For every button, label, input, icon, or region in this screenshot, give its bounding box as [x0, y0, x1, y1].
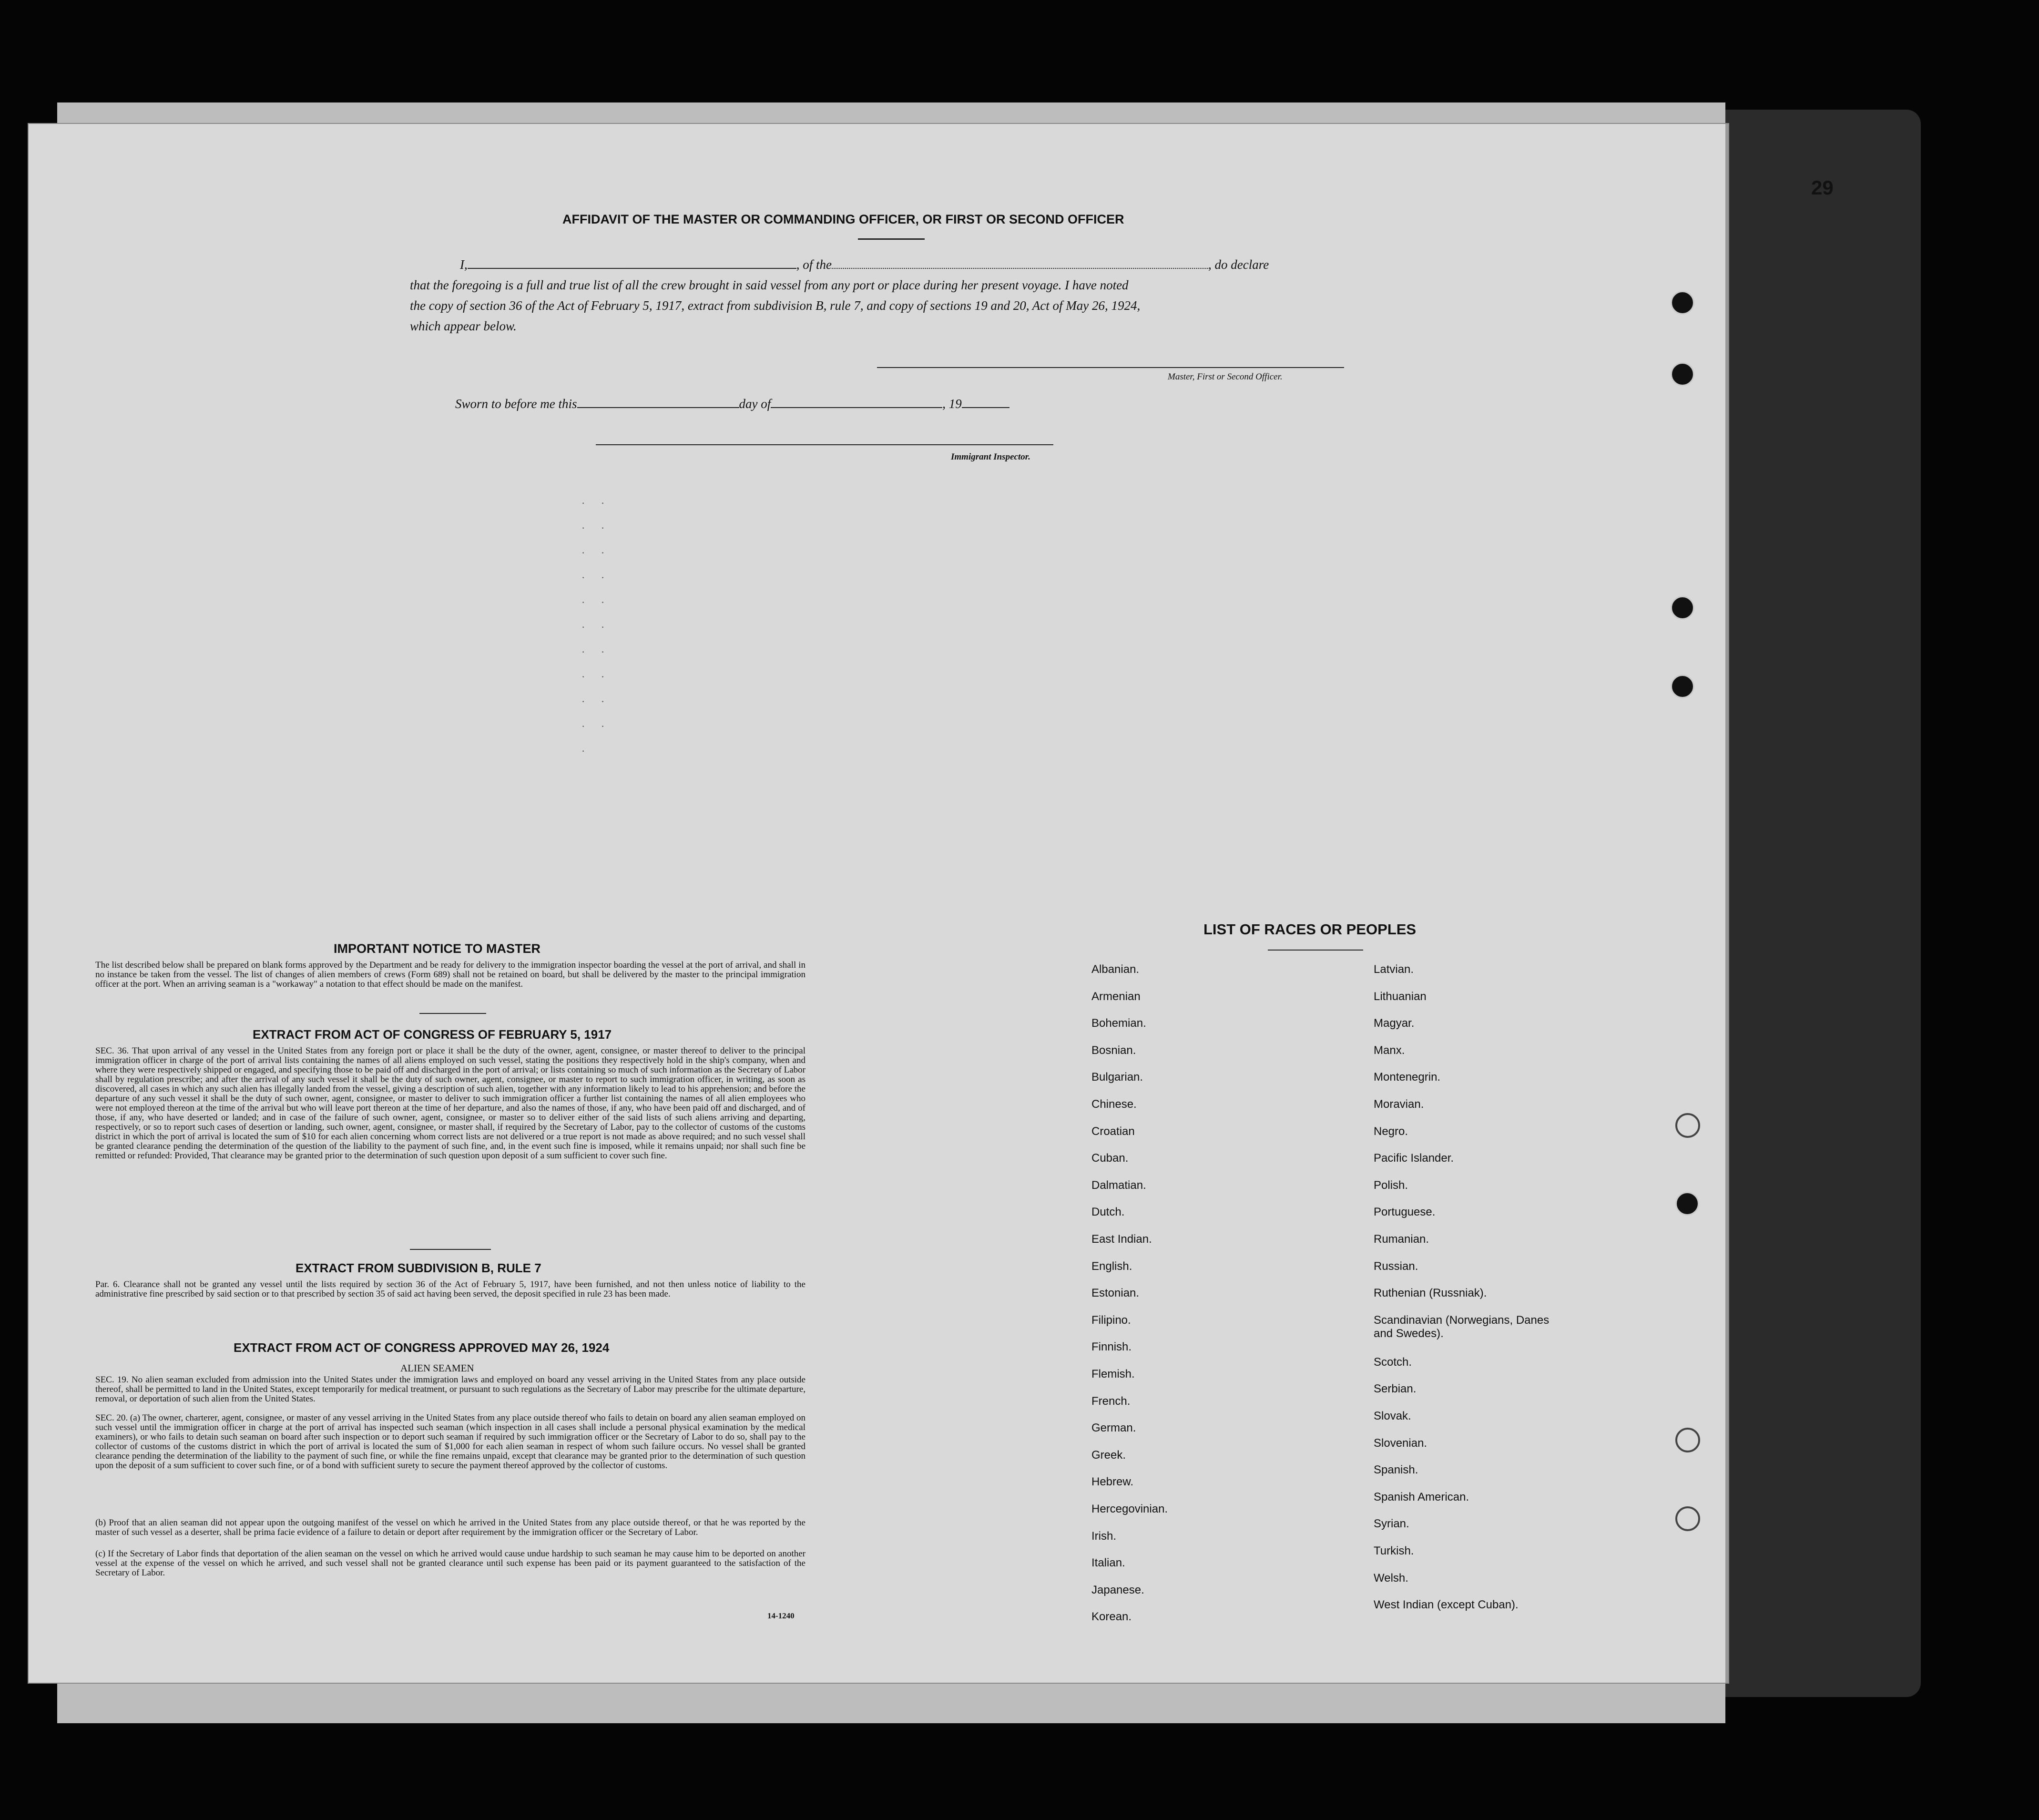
binder-hole	[1675, 1192, 1699, 1216]
race-item: Portuguese.	[1374, 1206, 1436, 1219]
race-item: Estonian.	[1091, 1287, 1140, 1300]
race-item: Bosnian.	[1091, 1043, 1136, 1057]
race-item: French.	[1091, 1394, 1131, 1408]
race-item: Finnish.	[1091, 1340, 1132, 1354]
sec-20c-text: (c) If the Secretary of Labor finds that deportation of the alien seaman on the vessel on which he arrived would cause undue hardship to such seaman he may cause him to be deported on another vessel at the expense of the vessel on which he arrived, and such vessel shall not be granted clearance until such expense has been paid or its payment guaranteed to the satisfaction of the Secretary of Labor.	[95, 1549, 805, 1578]
signature-label: Master, First or Second Officer.	[1168, 372, 1283, 382]
affidavit-i: I,	[460, 257, 468, 272]
sworn-text: Sworn to before me this	[455, 397, 577, 411]
race-item: English.	[1091, 1259, 1132, 1273]
race-item: Slovak.	[1374, 1410, 1411, 1422]
subdivision-title: EXTRACT FROM SUBDIVISION B, RULE 7	[296, 1261, 541, 1275]
race-item: Croatian	[1091, 1125, 1135, 1138]
race-item: German.	[1091, 1421, 1136, 1435]
sec-19-text: SEC. 19. No alien seaman excluded from admission into the United States under the immigration laws and employed on board any vessel arriving in the United States from any place outside thereof, shall be permitted to land in the United States, except temporarily for medical treatment, or pursuant to such regulations as the Secretary of Labor may prescribe for the ultimate departure, removal, or deportation of such alien from the United States.	[95, 1375, 805, 1404]
race-item: Pacific Islander.	[1374, 1152, 1454, 1165]
race-item: Hercegovinian.	[1091, 1503, 1168, 1515]
race-item: Slovenian.	[1374, 1436, 1427, 1450]
extract-1924-title: EXTRACT FROM ACT OF CONGRESS APPROVED MAY 26, 1924	[234, 1340, 610, 1355]
races-underline	[1268, 950, 1363, 951]
affidavit-line-3: the copy of section 36 of the Act of February 5, 1917, extract from subdivision B, rule 7, and copy of sections 19 and 20, Act of May 26, 1924,	[410, 298, 1141, 313]
race-item: Polish.	[1374, 1178, 1408, 1192]
binder-hole	[1671, 675, 1694, 698]
affidavit-line-4: which appear below.	[410, 319, 517, 333]
race-item: Spanish.	[1374, 1463, 1418, 1477]
race-item: Irish.	[1091, 1529, 1117, 1543]
race-item: West Indian (except Cuban).	[1374, 1598, 1519, 1612]
race-item: East Indian.	[1091, 1233, 1152, 1246]
race-item: Albanian.	[1091, 963, 1140, 976]
race-item: Welsh.	[1374, 1571, 1408, 1585]
race-item: Flemish.	[1091, 1368, 1135, 1380]
inspector-label: Immigrant Inspector.	[951, 452, 1030, 462]
separator	[419, 1013, 486, 1014]
race-item: Moravian.	[1374, 1098, 1424, 1111]
race-item: Spanish American.	[1374, 1490, 1469, 1503]
affidavit-line-1	[460, 257, 1269, 272]
race-item: Chinese.	[1091, 1098, 1137, 1111]
race-item: Syrian.	[1374, 1517, 1409, 1531]
form-number: 14-1240	[767, 1611, 795, 1620]
binder-cover	[1697, 110, 1921, 1697]
year-text: , 19	[942, 397, 962, 411]
sworn-line	[455, 397, 1009, 411]
subdivision-text: Par. 6. Clearance shall not be granted any vessel until the lists required by section 36 of the Act of February 5, 1917, have been furnished, and not then unless notice of liability to the administrative fine prescribed by said section or to that prescribed by section 35 of said act having been served, the deposit specified in rule 23 has been made.	[95, 1279, 805, 1299]
binder-hole	[1675, 1113, 1700, 1138]
race-item: Cuban.	[1091, 1152, 1129, 1165]
race-item: Dutch.	[1091, 1206, 1125, 1219]
race-item: Japanese.	[1091, 1583, 1144, 1596]
affidavit-declare: , do declare	[1208, 257, 1269, 272]
race-item: Manx.	[1374, 1043, 1405, 1057]
sec-20b-text: (b) Proof that an alien seaman did not appear upon the outgoing manifest of the vessel on which he arrived in the United States from any place outside thereof, or that he was reported by the master of such vessel as a deserter, shall be prima facie evidence of a failure to detain or deport after requirement by the immigration officer or the Secretary of Labor.	[95, 1518, 805, 1537]
inspector-line	[596, 444, 1053, 445]
binder-hole	[1671, 291, 1694, 315]
faint-marks: · · · · · · · · · · · · · · · · · · · · ·	[581, 497, 612, 757]
race-item: Greek.	[1091, 1448, 1126, 1462]
race-item: Montenegrin.	[1374, 1071, 1441, 1084]
separator	[410, 1249, 491, 1250]
race-item: Korean.	[1091, 1610, 1132, 1624]
notice-title: IMPORTANT NOTICE TO MASTER	[334, 941, 540, 956]
affidavit-of: , of the	[796, 257, 832, 272]
race-item: Lithuanian	[1374, 990, 1427, 1003]
sec-20a-text: SEC. 20. (a) The owner, charterer, agent, consignee, or master of any vessel arriving in the United States from any place outside thereof who fails to detain on board any alien seaman employed on such vessel until the immigration officer in charge at the port of arrival has inspected such seaman (which inspection in all cases shall include a personal physical examination by the medical examiners), or who fails to detain such seaman on board after such inspection or to deport such seaman if required by such immigration officer or the Secretary of Labor to do so, shall pay to the collector of customs of the customs district in which the port of arrival is located the sum of $1,000 for each alien seaman in respect of whom such failure occurs. No vessel shall be granted clearance pending the determination of the liability to the payment of such fine, or while the fine remains unpaid, except that clearance may be granted prior to the determination of such question upon the deposit of a sum sufficient to cover such fine, or of a bond with sufficient surety to secure the payment thereof approved by the collector of customs.	[95, 1413, 805, 1471]
race-item: Dalmatian.	[1091, 1178, 1146, 1192]
race-item: Negro.	[1374, 1125, 1408, 1138]
extract-1917-title: EXTRACT FROM ACT OF CONGRESS OF FEBRUARY 5, 1917	[253, 1027, 612, 1042]
signature-line	[877, 367, 1344, 368]
binder-hole	[1671, 362, 1694, 386]
binder-hole	[1675, 1506, 1700, 1531]
races-title: LIST OF RACES OR PEOPLES	[1203, 921, 1417, 938]
race-item: Rumanian.	[1374, 1233, 1429, 1246]
race-item: Latvian.	[1374, 963, 1414, 976]
page-number: 29	[1811, 176, 1834, 199]
binder-hole	[1675, 1428, 1700, 1452]
alien-seamen-subtitle: ALIEN SEAMEN	[400, 1362, 474, 1374]
race-item: Italian.	[1091, 1556, 1125, 1570]
race-item: Serbian.	[1374, 1382, 1417, 1396]
race-item: Hebrew.	[1091, 1475, 1134, 1489]
race-item: Ruthenian (Russniak).	[1374, 1287, 1487, 1300]
binder-hole	[1671, 596, 1694, 620]
race-item: Bohemian.	[1091, 1017, 1146, 1030]
extract-1917-text: SEC. 36. That upon arrival of any vessel in the United States from any foreign port or place it shall be the duty of the owner, agent, consignee, or master thereof to deliver to the principal immigration officer in charge of the port of arrival lists containing the names of all aliens employed on such vessel, stating the positions they respectively hold in the ship's company, when and where they were respectively shipped or engaged, and specifying those to be paid off and discharged in the port of arrival; or lists containing so much of such information as the Secretary of Labor shall by regulation prescribe; and after the arrival of any such vessel it shall be the duty of such owner, agent, consignee, or master to report to such immigration officer, in writing, as soon as discovered, all cases in which any such alien has illegally landed from the vessel, giving a description of such alien, together with any information likely to lead to his apprehension; and before the departure of any such vessel it shall be the duty of such owner, agent, consignee, or master to deliver to such immigration officer a further list containing the names of all alien employees who were not employed thereon at the time of the arrival but who will leave port thereon at the time of her departure, and also the names of those, if any, who have been paid off and discharged, and of those, if any, who have deserted or landed; and in case of the failure of such owner, agent, consignee, or master so to deliver either of the said lists of such aliens arriving and departing, respectively, or so to report such cases of desertion or landing, such owner, agent, consignee, or master shall, if required by the Secretary of Labor, pay to the collector of customs of the customs district in which the port of arrival is located the sum of $10 for each alien concerning whom correct lists are not delivered or a true report is not made as above required; and no such vessel shall be granted clearance pending the determination of the question of the liability to the payment of such fine, and, in the event such fine is imposed, while it remains unpaid; nor shall such fine be remitted or refunded: Provided, That clearance may be granted prior to the determination of such question upon deposit of a sum sufficient to cover such fine.	[95, 1046, 805, 1161]
race-item: Magyar.	[1374, 1017, 1415, 1030]
race-item: Russian.	[1374, 1259, 1418, 1273]
notice-text: The list described below shall be prepared on blank forms approved by the Department and be ready for delivery to the immigration inspector boarding the vessel at the port of arrival, and shall in no instance be taken from the vessel. The list of changes of alien members of crews (Form 689) shall not be retained on board, but shall be delivered by the master to the principal immigration officer at the port. When an arriving seaman is a "workaway" a notation to that effect should be made on the manifest.	[95, 960, 805, 989]
race-item: Scotch.	[1374, 1355, 1412, 1369]
affidavit-line-2: that the foregoing is a full and true list of all the crew brought in said vessel from any port or place during her present voyage. I have noted	[410, 278, 1129, 292]
race-item: Scandinavian (Norwegians, Danes and Swedes).	[1374, 1313, 1550, 1340]
race-item: Bulgarian.	[1091, 1071, 1143, 1084]
race-item: Armenian	[1091, 990, 1141, 1003]
day-of-text: day of	[739, 397, 771, 411]
affidavit-title: AFFIDAVIT OF THE MASTER OR COMMANDING OFFICER, OR FIRST OR SECOND OFFICER	[562, 212, 1124, 226]
race-item: Turkish.	[1374, 1544, 1414, 1557]
race-item: Filipino.	[1091, 1313, 1131, 1327]
title-underline	[858, 238, 925, 240]
